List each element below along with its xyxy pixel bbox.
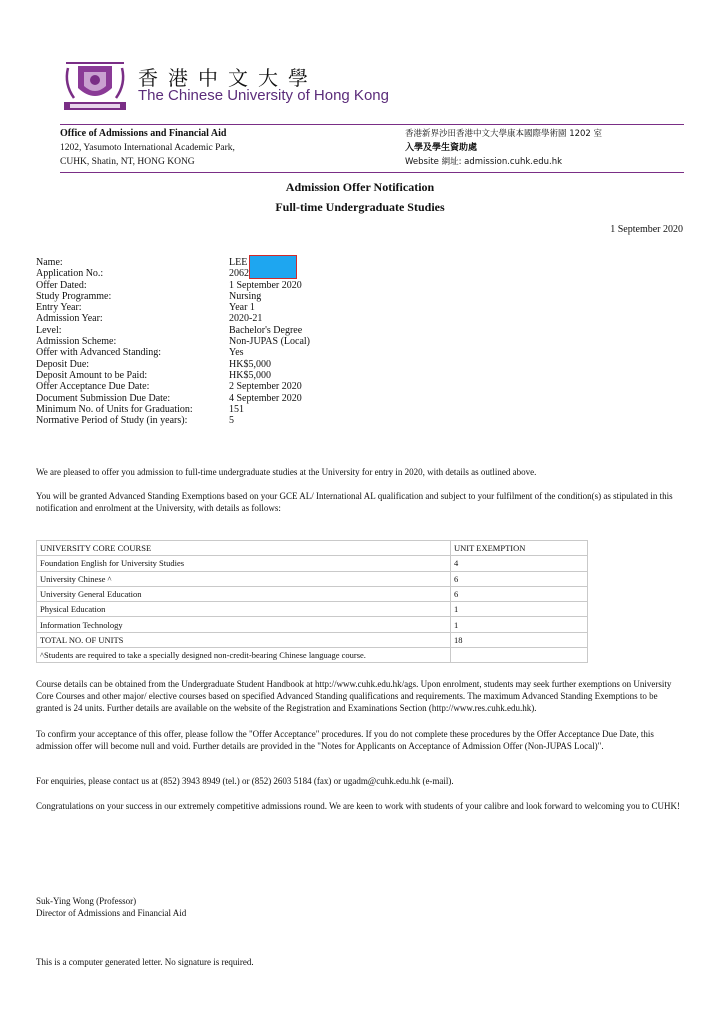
university-name-english: The Chinese University of Hong Kong xyxy=(138,87,389,104)
header-top-rule xyxy=(60,124,684,125)
detail-label: Offer Dated: xyxy=(36,279,87,291)
detail-value: HK$5,000 xyxy=(229,358,271,370)
paragraph-advanced-standing: You will be granted Advanced Standing Exemptions based on your GCE AL/ International AL qualification and subject to your fulfilment of the condition(s) as stipulated in this notification and enrolment at the University, with details as follows: xyxy=(36,491,673,513)
table-row xyxy=(37,632,588,647)
cuhk-crest-logo xyxy=(60,58,130,114)
signatory-name: Suk-Ying Wong (Professor) xyxy=(36,896,137,906)
table-row xyxy=(37,556,588,571)
table-cell: University General Education xyxy=(37,586,451,601)
signatory-title: Director of Admissions and Financial Aid xyxy=(36,907,187,918)
table-cell: Information Technology xyxy=(37,617,451,632)
detail-label: Study Programme: xyxy=(36,290,112,302)
detail-row xyxy=(36,302,310,313)
university-name-chinese: 香港中文大學 xyxy=(138,66,318,90)
address-chinese: 香港新界沙田香港中文大學康本國際學術園 1202 室 xyxy=(405,129,603,139)
detail-value: 4 September 2020 xyxy=(229,392,302,404)
detail-row xyxy=(36,381,310,392)
table-cell: 6 xyxy=(451,571,588,586)
detail-row xyxy=(36,291,310,302)
detail-label: Level: xyxy=(36,324,62,336)
office-name: Office of Admissions and Financial Aid xyxy=(60,128,227,139)
detail-row xyxy=(36,336,310,347)
detail-value: Nursing xyxy=(229,290,262,302)
detail-row xyxy=(36,313,310,324)
address-line-2: CUHK, Shatin, NT, HONG KONG xyxy=(60,157,195,167)
table-cell: University Chinese ^ xyxy=(37,571,451,586)
paragraph-acceptance: To confirm your acceptance of this offer, please follow the "Offer Acceptance" procedures. If you do not complete these procedures by the Offer Acceptance Due Date, this admission offer will become null and void. Further details are provided in the "Notes for Applicants on Acceptance of Admission Offer (Non-JUPAS Local)". xyxy=(36,729,654,751)
table-cell: 1 xyxy=(451,602,588,617)
detail-label: Offer Acceptance Due Date: xyxy=(36,381,150,393)
table-note-row xyxy=(37,648,588,663)
detail-value: HK$5,000 xyxy=(229,369,271,381)
paragraph-course-details: Course details can be obtained from the Undergraduate Student Handbook at http://www.cuhk.edu.hk/ags. Upon enrolment, students may seek further exemptions on University Core Courses and other major/ elective courses based on specified Advanced Standing qualifications and requirements. The maximum Advanced Standing Exemptions to be granted is 24 units. Further details are available on the website of the Registration and Examinations Section (http://www.res.cuhk.edu.hk). xyxy=(36,679,672,713)
office-address-english xyxy=(60,127,235,169)
letter-date: 1 September 2020 xyxy=(610,224,683,235)
detail-value: Year 1 xyxy=(229,302,255,314)
table-cell: 6 xyxy=(451,586,588,601)
header-bottom-rule xyxy=(60,172,684,173)
detail-row xyxy=(36,257,310,268)
table-cell: Foundation English for University Studies xyxy=(37,556,451,571)
table-cell: 18 xyxy=(451,632,588,647)
table-note: ^Students are required to take a specially designed non-credit-bearing Chinese language course. xyxy=(37,648,451,663)
detail-row xyxy=(36,370,310,381)
detail-value: 1 September 2020 xyxy=(229,279,302,291)
table-header-row xyxy=(37,541,588,556)
table-row xyxy=(37,571,588,586)
detail-row xyxy=(36,347,310,358)
table-cell: TOTAL NO. OF UNITS xyxy=(37,632,451,647)
detail-label: Deposit Amount to be Paid: xyxy=(36,369,148,381)
table-cell: Physical Education xyxy=(37,602,451,617)
table-row xyxy=(37,602,588,617)
paragraph-congratulations: Congratulations on your success in our extremely competitive admissions round. We are keen to work with students of your calibre and look forward to welcoming you to CUHK! xyxy=(36,801,680,811)
detail-row xyxy=(36,359,310,370)
letter-subtitle: Full-time Undergraduate Studies xyxy=(275,200,445,214)
detail-label: Admission Scheme: xyxy=(36,336,117,348)
table-header-cell: UNIVERSITY CORE COURSE xyxy=(37,541,451,556)
footer-note: This is a computer generated letter. No signature is required. xyxy=(36,957,254,967)
detail-value: 151 xyxy=(229,403,244,415)
detail-label: Application No.: xyxy=(36,268,104,280)
paragraph-offer: We are pleased to offer you admission to full-time undergraduate studies at the University for entry in 2020, with details as outlined above. xyxy=(36,467,537,477)
detail-row xyxy=(36,404,310,415)
detail-label: Normative Period of Study (in years): xyxy=(36,415,188,427)
detail-value: 2020-21 xyxy=(229,313,263,325)
detail-value: LEE xyxy=(229,257,247,268)
detail-value: 2062 xyxy=(229,268,249,280)
detail-value: Yes xyxy=(229,347,244,359)
detail-label: Name: xyxy=(36,257,63,268)
table-cell-empty xyxy=(451,648,588,663)
detail-value: 5 xyxy=(229,415,234,427)
office-website: Website 網址: admission.cuhk.edu.hk xyxy=(405,157,563,167)
detail-label: Deposit Due: xyxy=(36,358,90,370)
detail-label: Offer with Advanced Standing: xyxy=(36,347,162,359)
letter-title: Admission Offer Notification xyxy=(285,180,435,194)
detail-value: Non-JUPAS (Local) xyxy=(229,336,311,348)
applicant-details xyxy=(36,257,310,426)
detail-value: 2 September 2020 xyxy=(229,381,302,393)
office-address-chinese xyxy=(405,127,602,169)
signature-block xyxy=(36,896,186,919)
exemption-table xyxy=(36,540,588,663)
detail-row xyxy=(36,280,310,291)
detail-label: Minimum No. of Units for Graduation: xyxy=(36,403,193,415)
detail-row xyxy=(36,325,310,336)
detail-row xyxy=(36,393,310,404)
detail-label: Document Submission Due Date: xyxy=(36,392,171,404)
detail-label: Entry Year: xyxy=(36,302,82,314)
table-row xyxy=(37,617,588,632)
table-header-cell: UNIT EXEMPTION xyxy=(451,541,588,556)
table-row xyxy=(37,586,588,601)
address-line-1: 1202, Yasumoto International Academic Park, xyxy=(60,143,235,153)
detail-value: Bachelor's Degree xyxy=(229,324,303,336)
detail-row xyxy=(36,415,310,426)
office-name-chinese: 入學及學生資助處 xyxy=(405,143,478,153)
table-cell: 4 xyxy=(451,556,588,571)
paragraph-enquiries: For enquiries, please contact us at (852) 3943 8949 (tel.) or (852) 2603 5184 (fax) or ugadm@cuhk.edu.hk (e-mail). xyxy=(36,776,454,786)
detail-label: Admission Year: xyxy=(36,313,103,325)
redaction-box xyxy=(249,255,297,279)
table-cell: 1 xyxy=(451,617,588,632)
